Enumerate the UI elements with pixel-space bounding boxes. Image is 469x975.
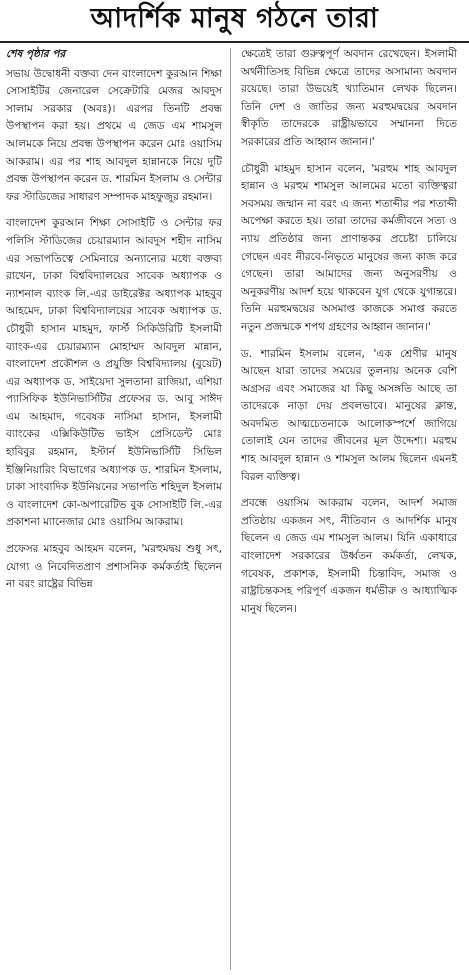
paragraph: প্রফেসর মাহবুব আহমদ বলেন, 'মরহুমদ্বয় শুধু সৎ, যোগ্য ও নিবেদিতপ্রাণ প্রশাসনিক কর্মকর্তাই ছিলেন না বরং রাষ্ট্রের বিভিন্ন [6,543,222,591]
paragraph: বাংলাদেশ কুরআন শিক্ষা সোসাইটি ও সেন্টার ফর পলিসি স্টাডিজের চেয়ারম্যান আবদুস শহীদ নাসিম এর সভাপতিত্বে সেমিনারে অন্যান্যের মধ্যে বক্তব্য রাখেন, ঢাকা বিশ্ববিদ্যালয়ের সাবেক অধ্যাপক ও ন্যাশনাল ব্যাংক লি.-এর ডাইরেক্টর অধ্যাপক মাহবুব আহমেদ, ঢাকা বিশ্ববিদ্যালয়ের সাবেক অধ্যাপক ড. চৌধুরী হাসান মাহমুদ, ফার্স্ট সিকিউরিটি ইসলামী ব্যাংক-এর চেয়ারম্যান মোহাম্মদ আবদুল মান্নান, বাংলাদেশ প্রকৌশল ও প্রযুক্তি বিশ্ববিদ্যালয় (বুয়েট) এর অধ্যাপক ড. সাইয়েদা সুলতানা রাজিয়া, এশিয়া প্যাসিফিক ইউনিভার্সিটির প্রফেসর ড. আবু সাঈদ এম আহমাদ, গবেষক নাসিমা হাসান, ইসলামী ব্যাংকের এক্সিকিউটিভ ভাইস প্রেসিডেন্ট মোঃ হাবিবুর রহমান, ইস্টার্ন ইউনিভার্সিটি সিভিল ইঞ্জিনিয়ারিং বিভাগের অধ্যাপক ড. শারমিন ইসলাম, ঢাকা সাংবাদিক ইউনিয়নের সভাপতি শহিদুল ইসলাম ও বাংলাদেশ কো-অপারেটিভ বুক সোসাইটি লি.-এর প্রকাশনা ম্যানেজার মোঃ ওয়াসিম আকরাম। [6,217,222,529]
column-divider [230,48,231,970]
paragraph: সভায় উদ্বোধনী বক্তব্য দেন বাংলাদেশ কুরআন শিক্ষা সোসাইটির জেনারেল সেক্রেটারি মেজর আবদুস সালাম সরকার (অবঃ)। এরপর তিনটি প্রবন্ধ উপস্থাপন করা হয়। প্রথমে এ জেড এম শামসুল আলমকে নিয়ে প্রবন্ধ উপস্থাপন করেন মোঃ ওয়াসিম আকরাম। এর পর শাহ আবদুল হান্নানকে নিয়ে দুটি প্রবন্ধ উপস্থাপন করেন ড. শারমিন ইসলাম ও সেন্টার ফর স্টাডিজের সাধারণ সম্পাদক মাহফুজুর রহমান। [6,67,222,203]
paragraph: ক্ষেত্রেই তারা গুরুত্বপূর্ণ অবদান রেখেছেন। ইসলামী অর্থনীতিসহ বিভিন্ন ক্ষেত্রে তাদের অসামান্য অবদান রয়েছে। তারা উভয়েই খ্যাতিমান লেখক ছিলেন। তিনি দেশ ও জাতির জন্য মরহুমদ্বয়ের অবদান স্বীকৃতি তাদেরকে রাষ্ট্রীয়ভাবে সম্মাননা দিতে সরকারের প্রতি আহ্বান জানান।' [241,48,457,148]
paragraph: প্রবন্ধে ওয়াসিম আকরাম বলেন, আদর্শ সমাজ প্রতিষ্ঠায় একজন সৎ, নীতিবান ও আদর্শিক মানুষ ছিলেন এ জেড এম শামসুল আলম। যিনি একাধারে বাংলাদেশ সরকারের উর্ধ্বতন কর্মকর্তা, লেখক, গবেষক, প্রকাশক, ইসলামী চিন্তাবিদ, সমাজ ও রাষ্ট্রচিন্তকসহ পরিপূর্ণ একজন ধর্মভীরু ও আধ্যাত্মিক মানুষ ছিলেন। [241,497,457,615]
paragraph: ড. শারমিন ইসলাম বলেন, 'এক শ্রেণীর মানুষ আছেন যারা তাদের সময়ের তুলনায় অনেক বেশি অগ্রসর এবং সমাজের যা কিছু অসঙ্গতি আছে তা তাদেরকে নাড়া দেয় প্রবলভাবে। মানুষের ক্লান্ত, অবদমিত আত্মচেতনাকে আলোকস্পর্শে জাগিয়ে তোলাই যেন তাদের জীবনের মূল উদ্দেশ্য। মরহুম শাহ আবদুল হান্নান ও শামসুল আলম ছিলেন এমনই বিরল ব্যক্তিত্ব। [241,347,457,483]
continued-label: শেষ পৃষ্ঠার পর [6,48,66,60]
headline-rule [0,41,469,43]
headline: আদর্শিক মানুষ গঠনে তারা [90,2,379,34]
right-column [241,46,457,972]
left-column [6,46,222,972]
paragraph: চৌধুরী মাহমুদ হাসান বলেন, 'মরহুম শাহ আবদুল হান্নান ও মরহুম শামসুল আলমের মতো ব্যক্তিত্বরা সবসময় জন্মান না বরং এ জন্য শতাব্দীর পর শতাব্দী অপেক্ষা করতে হয়। তারা তাদের কর্মজীবনে সত্য ও ন্যায় প্রতিষ্ঠার জন্য প্রাণান্তকর প্রচেষ্টা চালিয়ে গেছেন এবং নীরবে-নিভৃতে মানুষের জন্য কাজ করে গেছেন। তারা আমাদের জন্য অনুসরণীয় ও অনুকরণীয় আদর্শ হয়ে থাকবেন যুগ থেকে যুগান্তরে। তিনি মরহুমদ্বয়ের অসমাপ্ত কাজকে সমাপ্ত করতে নতুন প্রজন্মকে শপথ গ্রহণের আহ্বান জানান।' [241,162,457,333]
